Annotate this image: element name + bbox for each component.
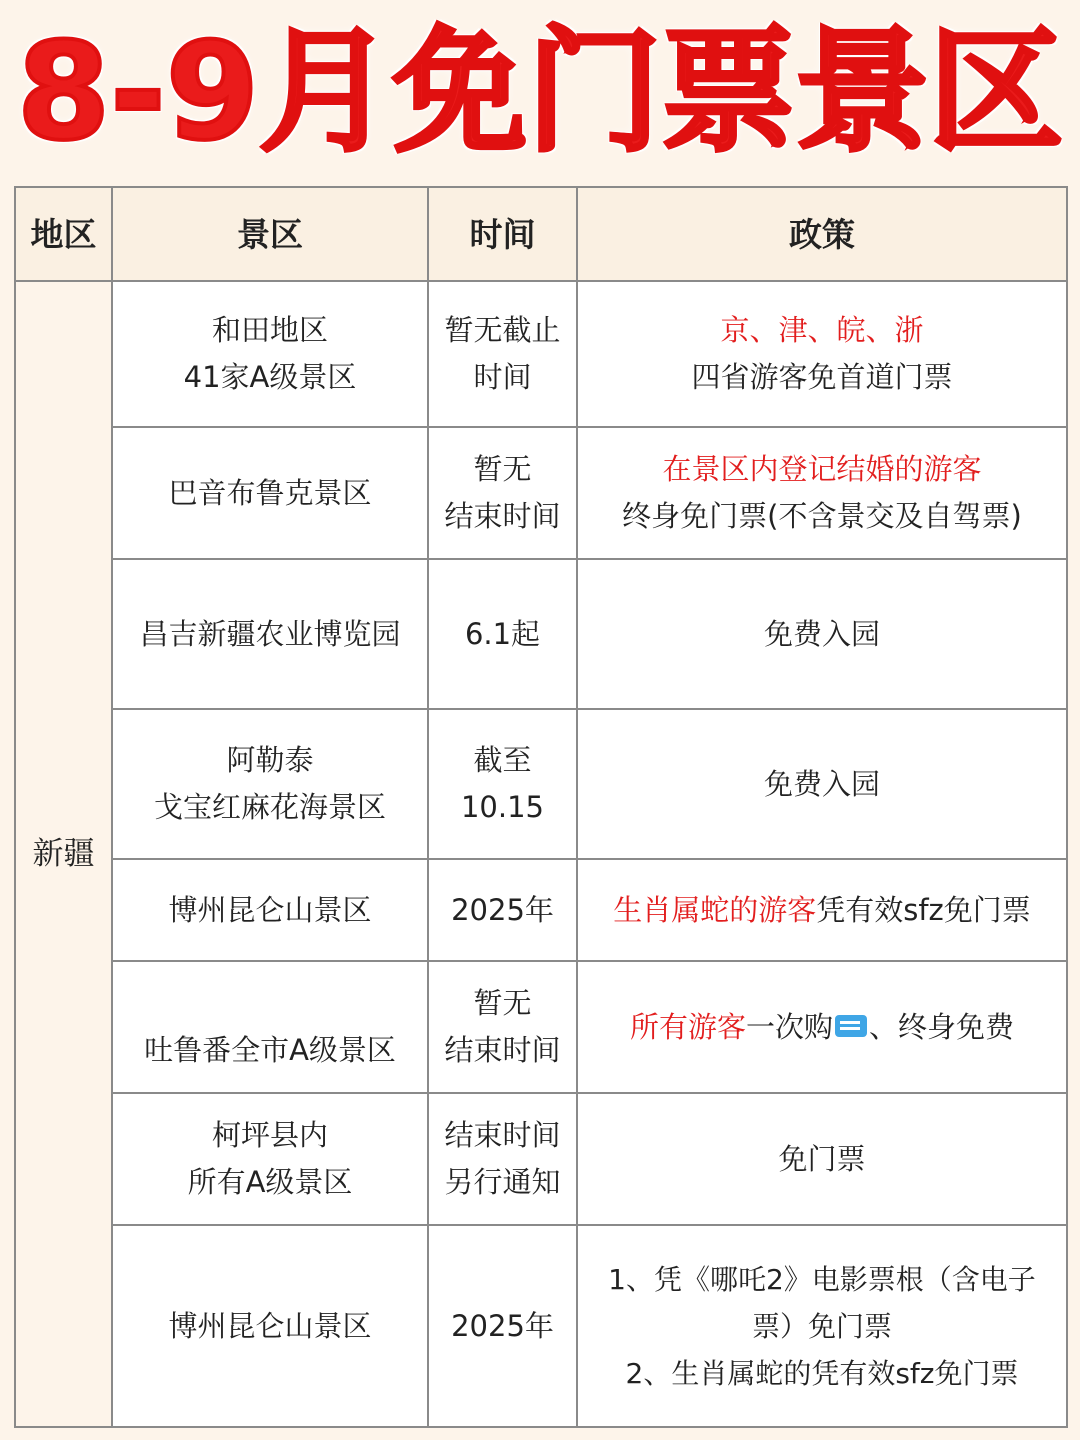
scenic-table	[14, 186, 1068, 1428]
time-line: 结束时间	[444, 1118, 561, 1152]
scenic-line: 博州昆仑山景区	[168, 892, 372, 927]
scenic-line: 昌吉新疆农业博览园	[139, 616, 401, 651]
policy-cell	[577, 281, 1067, 427]
time-line: 结束时间	[444, 1033, 561, 1067]
scenic-line: 戈宝红麻花海景区	[153, 790, 386, 824]
time-cell	[428, 559, 577, 709]
scenic-table-container	[14, 186, 1066, 1426]
policy-cell	[577, 859, 1067, 961]
policy-text: 终身免门票(不含景交及自驾票)	[622, 499, 1022, 533]
time-cell	[428, 859, 577, 961]
time-line: 截至10.15	[460, 743, 545, 824]
scenic-cell	[112, 559, 428, 709]
policy-line: 票）免门票	[751, 1309, 892, 1343]
policy-cell	[577, 1093, 1067, 1225]
policy-highlight: 京、津、皖、浙	[720, 313, 924, 347]
policy-text: 免门票	[778, 1141, 866, 1176]
scenic-line: 和田地区	[211, 313, 328, 347]
table-row	[15, 1093, 1067, 1225]
time-cell	[428, 281, 577, 427]
time-line: 2025年	[451, 1308, 554, 1343]
scenic-line: 柯坪县内	[211, 1118, 328, 1152]
time-cell	[428, 709, 577, 859]
table-row	[15, 281, 1067, 427]
region-cell: 新疆	[15, 281, 112, 1427]
policy-text: 免费入园	[763, 616, 880, 651]
policy-text: 、终身免费	[869, 1009, 1015, 1044]
time-cell	[428, 1225, 577, 1427]
policy-text: 一次购	[745, 1009, 833, 1044]
time-line: 时间	[473, 360, 532, 394]
table-header-row	[15, 187, 1067, 281]
time-cell	[428, 961, 577, 1093]
time-line: 2025年	[451, 892, 554, 927]
scenic-cell	[112, 1093, 428, 1225]
policy-text: 四省游客免首道门票	[691, 360, 953, 394]
scenic-cell	[112, 281, 428, 427]
scenic-line: 41家A级景区	[183, 360, 357, 394]
scenic-line: 所有A级景区	[187, 1165, 353, 1199]
policy-highlight: 在景区内登记结婚的游客	[662, 452, 982, 486]
policy-cell	[577, 709, 1067, 859]
time-line: 暂无	[473, 986, 532, 1020]
scenic-cell	[112, 859, 428, 961]
time-line: 暂无截止	[444, 313, 561, 347]
header-policy: 政策	[577, 187, 1067, 281]
policy-line	[584, 887, 1060, 934]
policy-cell	[577, 427, 1067, 559]
header-scenic: 景区	[112, 187, 428, 281]
policy-cell	[577, 1225, 1067, 1427]
table-row	[15, 859, 1067, 961]
table-row	[15, 559, 1067, 709]
page-title: 8-9月免门票景区	[16, 14, 1064, 170]
time-line: 结束时间	[444, 499, 561, 533]
header-region: 地区	[15, 187, 112, 281]
time-line: 6.1起	[464, 616, 541, 651]
scenic-cell	[112, 709, 428, 859]
header-time: 时间	[428, 187, 577, 281]
policy-line: 2、生肖属蛇的凭有效sfz免门票	[625, 1356, 1019, 1390]
policy-cell	[577, 961, 1067, 1093]
scenic-line: 博州昆仑山景区	[168, 1308, 372, 1343]
scenic-line: 阿勒泰	[226, 743, 314, 777]
scenic-cell	[112, 427, 428, 559]
scenic-line: 吐鲁番全市A级景区	[144, 1033, 396, 1067]
policy-text: 凭有效sfz免门票	[816, 892, 1031, 927]
time-line: 暂无	[473, 452, 532, 486]
scenic-cell	[112, 961, 428, 1093]
time-cell	[428, 427, 577, 559]
scenic-cell	[112, 1225, 428, 1427]
policy-line	[584, 1004, 1060, 1051]
time-cell	[428, 1093, 577, 1225]
policy-text: 免费入园	[763, 766, 880, 801]
policy-highlight: 所有游客	[629, 1009, 746, 1044]
table-row	[15, 709, 1067, 859]
policy-line: 1、凭《哪吒2》电影票根（含电子	[608, 1262, 1036, 1296]
table-row	[15, 961, 1067, 1093]
policy-highlight: 生肖属蛇的游客	[613, 892, 817, 927]
table-row	[15, 427, 1067, 559]
ticket-icon	[835, 1015, 867, 1037]
policy-cell	[577, 559, 1067, 709]
scenic-line: 巴音布鲁克景区	[168, 475, 372, 510]
table-row	[15, 1225, 1067, 1427]
time-line: 另行通知	[444, 1165, 561, 1199]
